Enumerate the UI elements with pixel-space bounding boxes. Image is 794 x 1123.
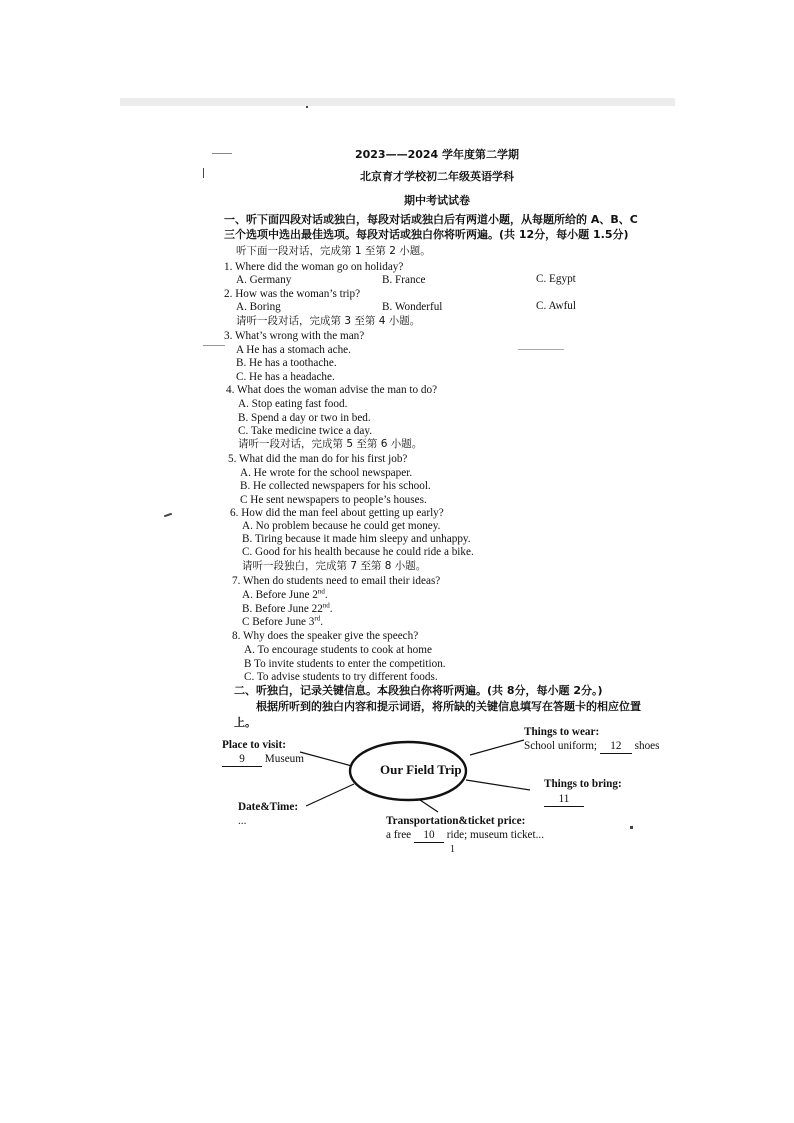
q7-option-c: C Before June 3rd. (242, 614, 324, 628)
q3-option-c: C. He has a headache. (236, 371, 335, 383)
question-4: 4. What does the woman advise the man to do? (226, 384, 438, 396)
connector-wear (470, 740, 524, 755)
part2-title: 二、听独白，记录关键信息。本段独白你将听两遍。(共 8分，每小题 2分。) (234, 684, 603, 697)
date-time-value: ... (238, 815, 247, 827)
connector-bring (466, 780, 530, 790)
q4-option-c: C. Take medicine twice a day. (238, 425, 373, 437)
question-7: 7. When do students need to email their ideas? (232, 575, 441, 587)
q5-option-a: A. He wrote for the school newspaper. (240, 467, 413, 479)
q2-option-b: B. Wonderful (382, 301, 443, 313)
section-instruction: 听下面一段对话，完成第 1 至第 2 小题。 (236, 245, 431, 257)
place-to-visit-line: 9 Museum (222, 752, 304, 767)
mind-map-center-label: Our Field Trip (380, 762, 462, 777)
q7-option-a: A. Before June 2nd. (242, 587, 328, 601)
exam-title: 期中考试试卷 (404, 194, 470, 207)
section-instruction: 请听一段独白，完成第 7 至第 8 小题。 (242, 560, 427, 572)
things-to-bring-line (544, 792, 584, 807)
section-instruction: 请听一段对话，完成第 5 至第 6 小题。 (238, 438, 423, 450)
section-instruction: 请听一段对话，完成第 3 至第 4 小题。 (236, 315, 421, 327)
q3-option-a: A He has a stomach ache. (236, 344, 351, 356)
q2-option-c: C. Awful (536, 300, 576, 312)
q6-option-a: A. No problem because he could get money. (242, 520, 441, 532)
part1-title-line1: 一、听下面四段对话或独白，每段对话或独白后有两道小题，从每题所给的 A、B、C (224, 213, 638, 226)
transportation-line: a free 10 ride; museum ticket... (386, 829, 544, 841)
part2-instruction-line1: 根据所听到的独白内容和提示词语，将所缺的关键信息填写在答题卡的相应位置 (256, 700, 641, 713)
date-time-label: Date&Time: (238, 801, 299, 813)
q4-option-b: B. Spend a day or two in bed. (238, 412, 371, 424)
question-8: 8. Why does the speaker give the speech? (232, 630, 419, 642)
transportation-label: Transportation&ticket price: (386, 815, 526, 827)
things-to-wear-line: School uniform; 12 shoes (524, 740, 660, 752)
q1-option-c: C. Egypt (536, 273, 576, 285)
part1-title-line2: 三个选项中选出最佳选项。每段对话或独白你将听两遍。(共 12分，每小题 1.5分) (224, 228, 629, 241)
q3-option-b: B. He has a toothache. (236, 357, 337, 369)
question-1: 1. Where did the woman go on holiday? (224, 261, 404, 273)
q8-option-c: C. To advise students to try different foods. (244, 671, 438, 683)
q1-option-b: B. France (382, 274, 426, 286)
things-to-bring-label: Things to bring: (544, 778, 622, 790)
page-number: 1 (450, 844, 455, 855)
place-to-visit-label: Place to visit: (222, 739, 286, 751)
q8-option-a: A. To encourage students to cook at home (244, 644, 432, 656)
q2-option-a: A. Boring (236, 301, 281, 313)
exam-year-heading: 2023——2024 学年度第二学期 (354, 148, 520, 161)
connector-date (306, 784, 354, 806)
question-2: 2. How was the woman’s trip? (224, 288, 361, 300)
connector-place (300, 752, 352, 766)
question-6: 6. How did the man feel about getting up early? (230, 507, 444, 519)
q4-option-a: A. Stop eating fast food. (238, 398, 348, 410)
blank-10: 10 (414, 828, 444, 843)
q5-option-b: B. He collected newspapers for his school. (240, 480, 431, 492)
question-3: 3. What’s wrong with the man? (224, 330, 365, 342)
q5-option-c: C He sent newspapers to people’s houses. (240, 494, 427, 506)
question-5: 5. What did the man do for his first job? (228, 453, 408, 465)
q7-option-b: B. Before June 22nd. (242, 601, 333, 615)
blank-12: 12 (600, 739, 632, 754)
school-heading: 北京育才学校初二年级英语学科 (360, 170, 514, 183)
q8-option-b: B To invite students to enter the competition. (244, 658, 446, 670)
q6-option-c: C. Good for his health because he could ride a bike. (242, 546, 474, 558)
q1-option-a: A. Germany (236, 274, 292, 286)
part2-instruction-line2: 上。 (234, 716, 256, 729)
blank-11: 11 (544, 792, 584, 807)
things-to-wear-label: Things to wear: (524, 726, 600, 738)
blank-9: 9 (222, 752, 262, 767)
q6-option-b: B. Tiring because it made him sleepy and unhappy. (242, 533, 471, 545)
connector-transport (420, 800, 438, 812)
